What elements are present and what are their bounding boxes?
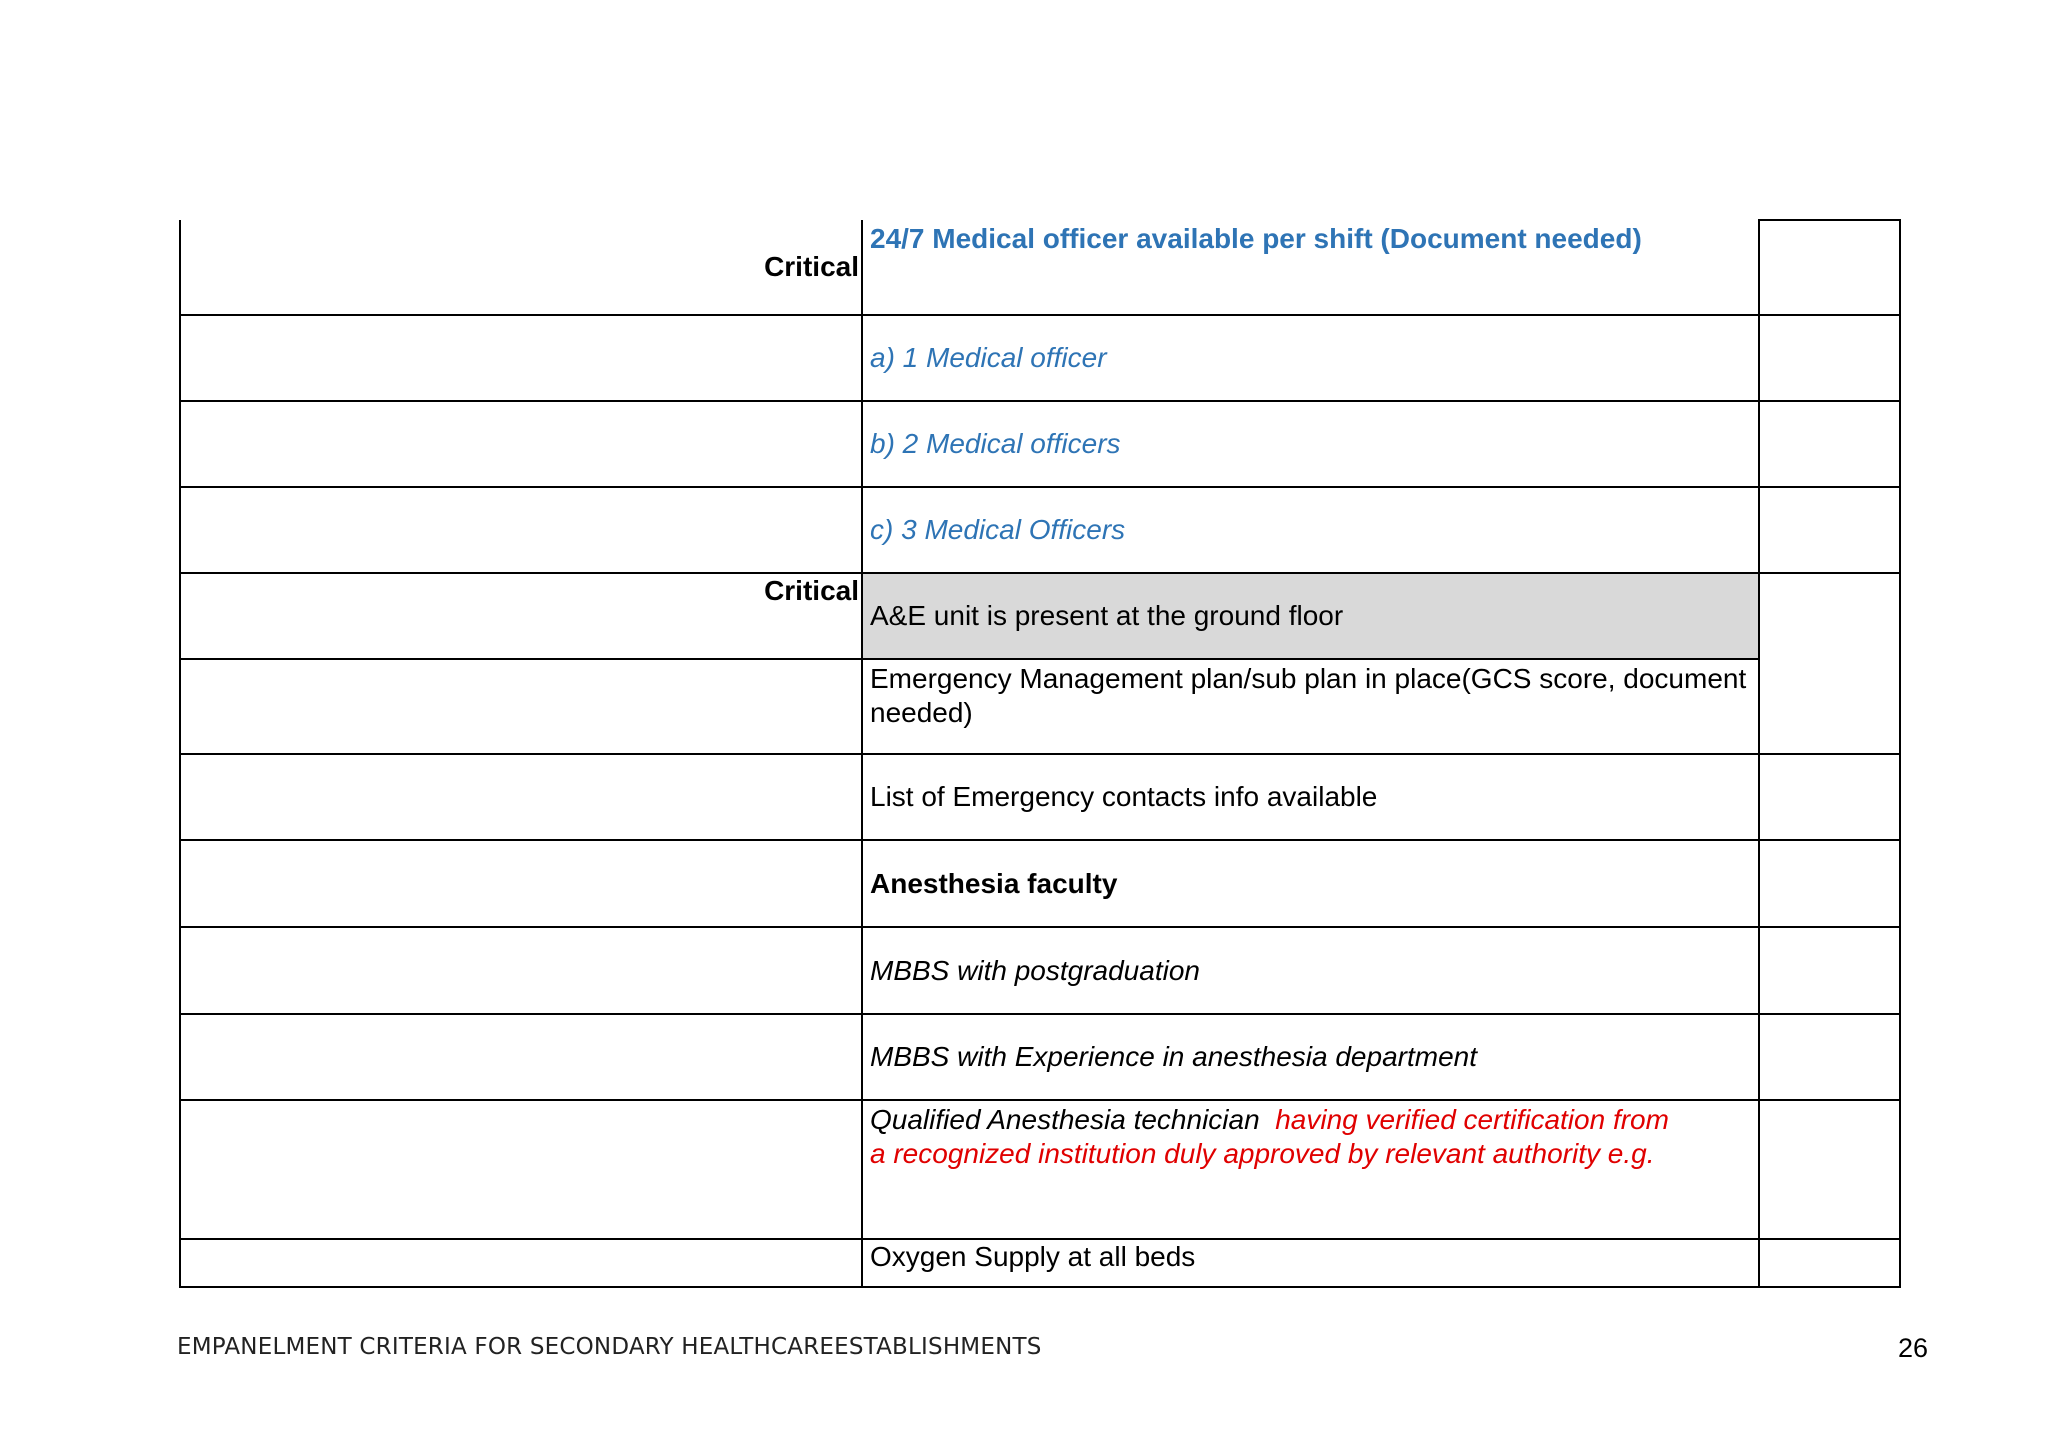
table-row (180, 401, 1900, 487)
criteria-text: A&E unit is present at the ground floor (870, 600, 1344, 631)
score-cell (1759, 401, 1900, 487)
criteria-cell (862, 754, 1759, 840)
criteria-text: MBBS with postgraduation (870, 954, 1200, 986)
score-cell (1759, 1239, 1900, 1287)
page-number: 26 (1898, 1333, 1929, 1363)
criteria-text: a) 1 Medical officer (870, 342, 1107, 373)
score-cell (1759, 487, 1900, 573)
criteria-text: Emergency Management plan/sub plan in place(GCS score, document needed) (870, 663, 1747, 728)
criticality-cell (180, 220, 862, 315)
criticality-label: Critical (764, 251, 859, 282)
table-row (180, 220, 1900, 315)
table-row (180, 487, 1900, 573)
criteria-text: 24/7 Medical officer available per shift (Document needed) (870, 223, 1642, 254)
table-row (180, 840, 1900, 927)
certification-note: having verified certification from a recognized institution duly approved by relevant authority e.g. (870, 1104, 1669, 1169)
criticality-cell (180, 927, 862, 1014)
criticality-cell (180, 315, 862, 401)
criteria-text: Oxygen Supply at all beds (870, 1241, 1196, 1272)
criticality-cell (180, 1239, 862, 1287)
criticality-cell (180, 659, 862, 754)
table-row (180, 1239, 1900, 1287)
criticality-label: Critical (764, 575, 859, 606)
criteria-text: Anesthesia faculty (870, 867, 1118, 899)
criteria-cell (862, 315, 1759, 401)
table-row (180, 1100, 1900, 1239)
criteria-text: List of Emergency contacts info available (870, 781, 1378, 812)
score-cell (1759, 573, 1900, 754)
criteria-cell (862, 220, 1759, 315)
criteria-text: MBBS with Experience in anesthesia department (870, 1041, 1477, 1072)
table-row (180, 573, 1900, 659)
criteria-cell (862, 1239, 1759, 1287)
criticality-cell (180, 754, 862, 840)
table-row (180, 754, 1900, 840)
table-row (180, 1014, 1900, 1100)
table-row (180, 659, 1900, 754)
criteria-cell (862, 487, 1759, 573)
criteria-cell (862, 840, 1759, 927)
score-cell (1759, 220, 1900, 315)
score-cell (1759, 754, 1900, 840)
criteria-text: c) 3 Medical Officers (870, 514, 1126, 545)
table-row (180, 927, 1900, 1014)
criticality-cell (180, 1100, 862, 1239)
criticality-cell (180, 487, 862, 573)
criteria-cell (862, 1100, 1759, 1239)
criticality-cell (180, 573, 862, 659)
criticality-cell (180, 1014, 862, 1100)
score-cell (1759, 1100, 1900, 1239)
criticality-cell (180, 401, 862, 487)
table-row (180, 315, 1900, 401)
criticality-cell (180, 840, 862, 927)
criteria-cell (862, 1014, 1759, 1100)
score-cell (1759, 1014, 1900, 1100)
criteria-cell (862, 401, 1759, 487)
criteria-table (179, 219, 1901, 1288)
score-cell (1759, 840, 1900, 927)
criteria-text: b) 2 Medical officers (870, 428, 1121, 459)
footer-title: EMPANELMENT CRITERIA FOR SECONDARY HEALTHCAREESTABLISHMENTS (177, 1334, 1042, 1360)
criteria-cell (862, 659, 1759, 754)
score-cell (1759, 927, 1900, 1014)
criteria-cell (862, 927, 1759, 1014)
criteria-text: Qualified Anesthesia technician (870, 1104, 1260, 1135)
criteria-cell (862, 573, 1759, 659)
score-cell (1759, 315, 1900, 401)
